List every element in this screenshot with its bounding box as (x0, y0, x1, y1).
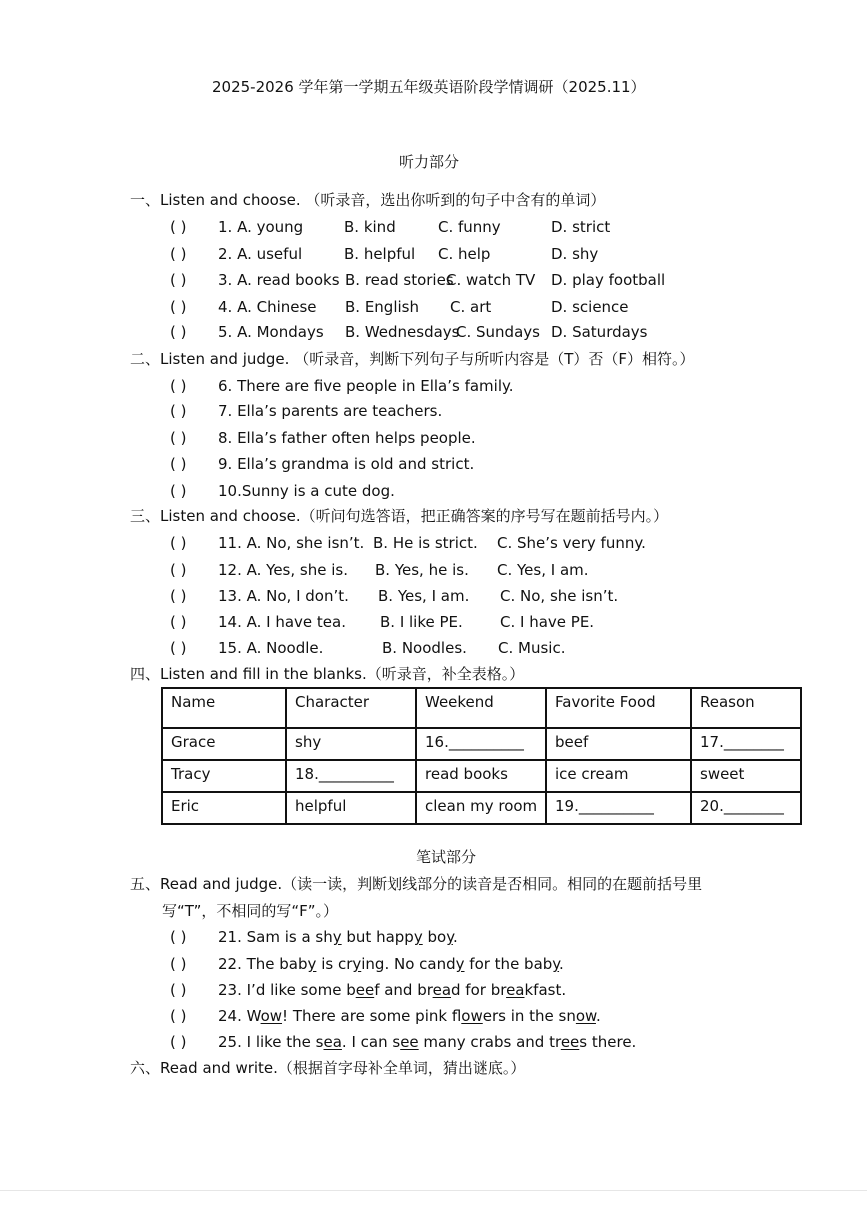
sentence-text: but happ (341, 928, 414, 946)
option-c: C. No, she isn’t. (500, 587, 619, 605)
table-cell: shy (286, 728, 416, 760)
table-row (162, 728, 801, 760)
section-3-heading: 三、Listen and choose.（听问句选答语，把正确答案的序号写在题前括号内。） (130, 507, 669, 525)
option-b: B. read stories (345, 271, 454, 289)
answer-parentheses[interactable]: ( ) (170, 482, 187, 500)
answer-parentheses[interactable]: ( ) (170, 402, 187, 420)
option-b: B. English (345, 298, 419, 316)
judge-statement: 9. Ella’s grandma is old and strict. (218, 455, 475, 473)
answer-parentheses[interactable]: ( ) (170, 955, 187, 973)
sentence-text: d for br (451, 981, 507, 999)
table-row (162, 792, 801, 824)
underlined-sound: y (332, 928, 342, 946)
option-d: D. science (551, 298, 629, 316)
underlined-sound: y (446, 928, 453, 946)
sentence-text: 24. W (218, 1007, 261, 1025)
option-c: C. She’s very funny. (497, 534, 646, 552)
table-cell-blank[interactable]: 20.________ (691, 792, 801, 824)
option-d: D. play football (551, 271, 666, 289)
answer-parentheses[interactable]: ( ) (170, 1007, 187, 1025)
sentence-text: . (559, 955, 564, 973)
table-header-row (162, 688, 801, 728)
table-cell: Tracy (162, 760, 286, 792)
table-header-cell: Favorite Food (546, 688, 691, 728)
read-judge-sentence (218, 1007, 601, 1025)
sentence-text: . (452, 928, 458, 946)
answer-parentheses[interactable]: ( ) (170, 429, 187, 447)
answer-parentheses[interactable]: ( ) (170, 323, 187, 341)
underlined-sound: ow (575, 1007, 596, 1025)
table-cell-blank[interactable]: 17.________ (691, 728, 801, 760)
sentence-text: s there. (579, 1033, 637, 1051)
table-cell: sweet (691, 760, 801, 792)
underlined-sound: y (455, 955, 465, 973)
judge-statement: 6. There are five people in Ella’s family. (218, 377, 514, 395)
table-cell: Grace (162, 728, 286, 760)
section-1-heading: 一、Listen and choose. （听录音，选出你听到的句子中含有的单词） (130, 191, 606, 209)
answer-parentheses[interactable]: ( ) (170, 534, 187, 552)
underlined-sound: y (413, 928, 423, 946)
table-cell-blank[interactable]: 18.__________ (286, 760, 416, 792)
table-cell: Eric (162, 792, 286, 824)
option-c: C. art (450, 298, 492, 316)
judge-statement: 10.Sunny is a cute dog. (218, 482, 395, 500)
option-a: 12. A. Yes, she is. (218, 561, 348, 579)
underlined-sound: y (352, 955, 362, 973)
table-header-cell: Weekend (416, 688, 546, 728)
option-c: C. Sundays (456, 323, 540, 341)
section-5-heading-line1: 五、Read and judge.（读一读，判断划线部分的读音是否相同。相同的在题前括号里 (130, 875, 703, 893)
option-b: B. helpful (344, 245, 416, 263)
sentence-text: f and br (374, 981, 433, 999)
listening-header: 听力部分 (399, 153, 460, 171)
option-b: B. Wednesdays (345, 323, 460, 341)
answer-parentheses[interactable]: ( ) (170, 1033, 187, 1051)
writing-header: 笔试部分 (416, 848, 477, 866)
table-row (162, 760, 801, 792)
answer-parentheses[interactable]: ( ) (170, 561, 187, 579)
table-header-cell: Reason (691, 688, 801, 728)
option-c: C. Yes, I am. (497, 561, 589, 579)
sentence-text: ! There are some pink fl (282, 1007, 462, 1025)
read-judge-sentence (218, 955, 564, 973)
table-cell: read books (416, 760, 546, 792)
option-b: B. He is strict. (373, 534, 478, 552)
option-b: B. Noodles. (382, 639, 467, 657)
answer-parentheses[interactable]: ( ) (170, 981, 187, 999)
table-cell-blank[interactable]: 16.__________ (416, 728, 546, 760)
underlined-sound: y (307, 955, 317, 973)
underlined-sound: y (552, 955, 560, 973)
option-a: 14. A. I have tea. (218, 613, 346, 631)
underlined-sound: ee (560, 1033, 580, 1051)
sentence-text: 25. I like the s (218, 1033, 324, 1051)
page-edge-divider (0, 1190, 867, 1191)
read-judge-sentence (218, 1033, 636, 1051)
section-6-heading: 六、Read and write.（根据首字母补全单词，猜出谜底。） (130, 1059, 526, 1077)
underlined-sound: ee (400, 1033, 419, 1051)
table-header-cell: Character (286, 688, 416, 728)
answer-parentheses[interactable]: ( ) (170, 455, 187, 473)
answer-parentheses[interactable]: ( ) (170, 613, 187, 631)
option-b: B. Yes, I am. (378, 587, 470, 605)
judge-statement: 8. Ella’s father often helps people. (218, 429, 476, 447)
read-judge-sentence (218, 981, 566, 999)
sentence-text: 21. Sam is a sh (218, 928, 333, 946)
option-d: D. Saturdays (551, 323, 648, 341)
table-header-cell: Name (162, 688, 286, 728)
section-5-heading-line2: 写“T”，不相同的写“F”。） (162, 902, 339, 920)
option-d: D. strict (551, 218, 611, 236)
option-b: B. I like PE. (380, 613, 463, 631)
underlined-sound: ea (432, 981, 452, 999)
sentence-text: ers in the sn (482, 1007, 576, 1025)
answer-parentheses[interactable]: ( ) (170, 245, 187, 263)
underlined-sound: ow (260, 1007, 283, 1025)
option-c: C. watch TV (446, 271, 536, 289)
judge-statement: 7. Ella’s parents are teachers. (218, 402, 443, 420)
underlined-sound: ea (323, 1033, 342, 1051)
answer-parentheses[interactable]: ( ) (170, 587, 187, 605)
sentence-text: 23. I’d like some b (218, 981, 356, 999)
underlined-sound: ow (461, 1007, 483, 1025)
sentence-text: for the bab (464, 955, 553, 973)
page-title: 2025-2026 学年第一学期五年级英语阶段学情调研（2025.11） (212, 78, 646, 96)
fill-blanks-table (161, 687, 802, 825)
sentence-text: many crabs and tr (418, 1033, 561, 1051)
option-c: C. I have PE. (500, 613, 595, 631)
underlined-sound: ee (355, 981, 375, 999)
option-c: C. Music. (498, 639, 566, 657)
answer-parentheses[interactable]: ( ) (170, 298, 187, 316)
option-a: 11. A. No, she isn’t. (218, 534, 365, 552)
sentence-text: kfast. (524, 981, 567, 999)
sentence-text: bo (422, 928, 447, 946)
table-cell: helpful (286, 792, 416, 824)
option-d: D. shy (551, 245, 599, 263)
option-a: 1. A. young (218, 218, 304, 236)
table-cell: beef (546, 728, 691, 760)
section-4-heading: 四、Listen and fill in the blanks.（听录音，补全表格。） (130, 665, 525, 683)
answer-parentheses[interactable]: ( ) (170, 639, 187, 657)
answer-parentheses[interactable]: ( ) (170, 271, 187, 289)
answer-parentheses[interactable]: ( ) (170, 218, 187, 236)
option-a: 15. A. Noodle. (218, 639, 324, 657)
option-a: 3. A. read books (218, 271, 340, 289)
table-cell: clean my room (416, 792, 546, 824)
table-cell: ice cream (546, 760, 691, 792)
option-b: B. Yes, he is. (375, 561, 469, 579)
answer-parentheses[interactable]: ( ) (170, 377, 187, 395)
option-b: B. kind (344, 218, 396, 236)
sentence-text: 22. The bab (218, 955, 308, 973)
option-a: 5. A. Mondays (218, 323, 324, 341)
answer-parentheses[interactable]: ( ) (170, 928, 187, 946)
option-a: 4. A. Chinese (218, 298, 317, 316)
sentence-text: is cr (316, 955, 353, 973)
option-c: C. help (438, 245, 491, 263)
option-a: 13. A. No, I don’t. (218, 587, 349, 605)
read-judge-sentence (218, 928, 458, 946)
option-c: C. funny (438, 218, 501, 236)
section-2-heading: 二、Listen and judge. （听录音，判断下列句子与所听内容是（T）否（F）相符。） (130, 350, 695, 368)
underlined-sound: ea (506, 981, 525, 999)
option-a: 2. A. useful (218, 245, 303, 263)
sentence-text: . I can s (341, 1033, 401, 1051)
sentence-text: . (595, 1007, 601, 1025)
table-cell-blank[interactable]: 19.__________ (546, 792, 691, 824)
sentence-text: ing. No cand (361, 955, 456, 973)
